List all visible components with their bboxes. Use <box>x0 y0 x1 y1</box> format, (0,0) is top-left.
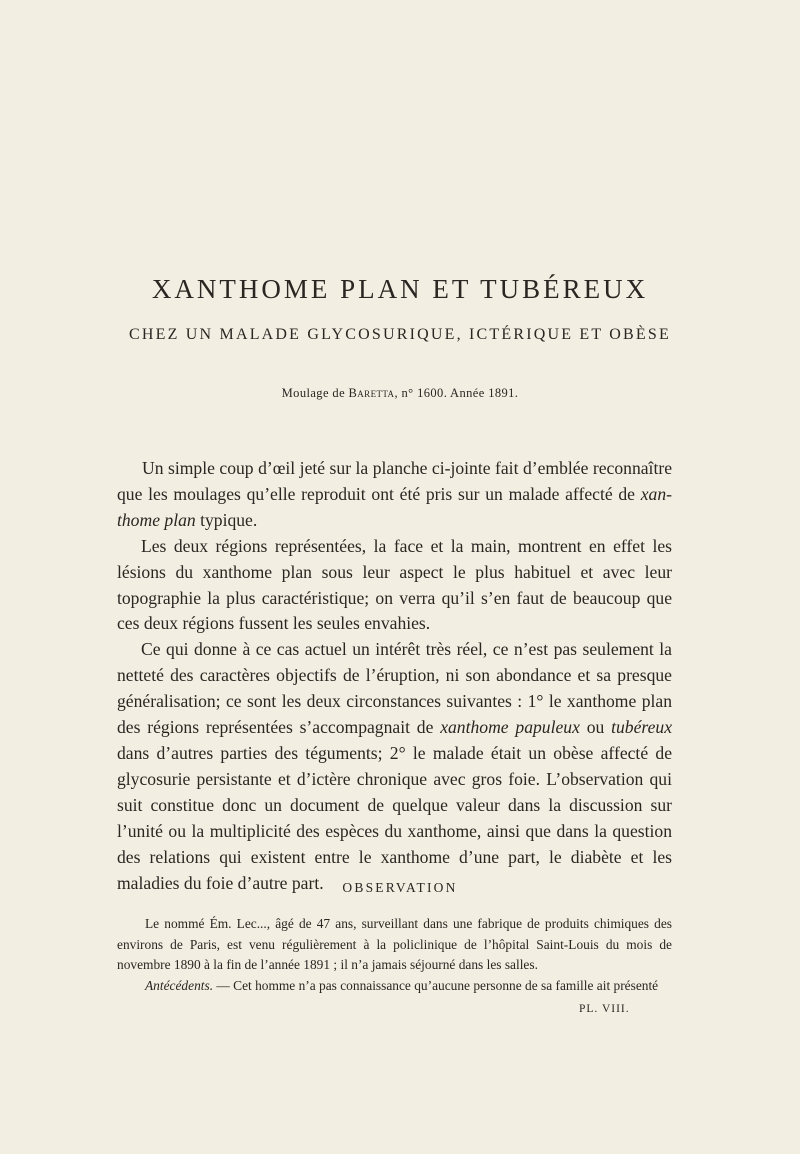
observation-paragraph <box>117 976 672 997</box>
text-run: typique. <box>195 509 258 530</box>
observation-heading: OBSERVATION <box>342 880 458 895</box>
text-run: Ce qui donne à ce cas actuel un intérêt très réel, ce n’est pas seulement la netteté des caractères objectifs de l’éruption, ni son abondance et sa presque généralisation; ce sont les deux circonstances suivantes : 1° le xanthome plan des régions représentées s’accompagnait de <box>117 639 672 738</box>
page-subtitle: CHEZ UN MALADE GLYCOSURIQUE, ICTÉRIQUE ET OBÈSE <box>129 326 671 343</box>
text-run: ou <box>579 717 612 738</box>
credit-suffix: , n° 1600. Année 1891. <box>394 386 519 400</box>
credit-name: Baretta <box>348 386 395 400</box>
plate-label: PL. VIII. <box>579 1003 630 1015</box>
text-run: Le nommé Ém. Lec..., âgé de 47 ans, surveillant dans une fabrique de produits chimiques des environs de Paris, est venu régulièrement à la policlinique de l’hôpital Saint-Louis du mois de novembre 1890 à la fin de l’année 1891 ; il n’a jamais séjourné dans les salles. <box>117 916 672 972</box>
observation-paragraph <box>117 914 672 976</box>
body-paragraph <box>117 456 672 534</box>
italic-text: tubéreux <box>611 717 673 738</box>
text-run: Un simple coup d’œil jeté sur la planche ci-jointe fait d’emblée reconnaître que les moulages qu’elle reproduit ont été pris sur un malade affecté de <box>117 458 672 504</box>
body-paragraph <box>117 534 672 638</box>
text-run: Les deux régions représentées, la face et la main, montrent en effet les lésions du xanthome plan sous leur aspect le plus habituel et avec leur topographie la plus caractéristique; on verra qu’il s’en faut de beaucoup que ces deux régions fussent les seules envahies. <box>117 535 672 634</box>
italic-text: xan-thome plan <box>117 483 672 530</box>
italic-text: xanthome papuleux <box>440 717 580 738</box>
text-run: dans d’autres parties des téguments; 2° le malade était un obèse affecté de glycosurie persistante et d’ictère chronique avec gros foie. L’observation qui suit constitue donc un document de quelque valeur dans la discussion sur l’unité ou la multiplicité des espèces du xanthome, ainsi que dans la question des relations qui existent entre le xanthome d’une part, le diabète et les maladies du foie d’autre part. <box>117 742 672 893</box>
body-text <box>117 456 672 896</box>
italic-text: Antécédents. <box>145 977 214 993</box>
body-paragraph <box>117 637 672 896</box>
page-title: XANTHOME PLAN ET TUBÉREUX <box>151 274 649 304</box>
text-run: — Cet homme n’a pas connaissance qu’aucune personne de sa famille ait présenté <box>213 977 659 993</box>
moulage-credit <box>0 386 800 401</box>
observation-text <box>117 914 672 996</box>
credit-prefix: Moulage de <box>281 386 349 400</box>
